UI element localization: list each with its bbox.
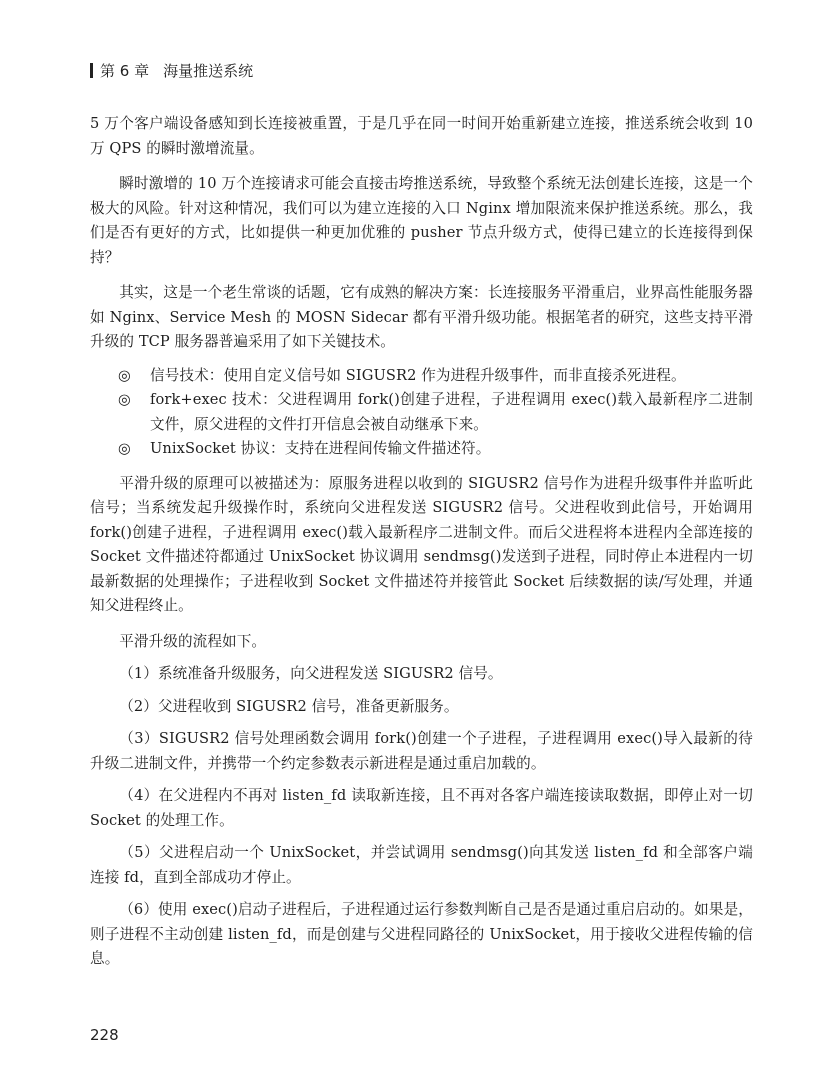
page-number: 228: [90, 1026, 119, 1044]
body-text: [90, 112, 753, 980]
chapter-title: 海量推送系统: [163, 62, 254, 80]
chapter-label: 第 6 章: [100, 62, 150, 80]
step-item: （2）父进程收到 SIGUSR2 信号，准备更新服务。: [119, 697, 459, 715]
technique-list: [90, 364, 753, 462]
bullet-icon: ◎: [118, 366, 131, 384]
list-item-text: UnixSocket 协议：支持在进程间传输文件描述符。: [150, 440, 491, 457]
running-header: [90, 60, 253, 81]
step-item: （3）SIGUSR2 信号处理函数会调用 fork()创建一个子进程，子进程调用 exec()导入最新的待升级二进制文件，并携带一个约定参数表示新进程是通过重启加载的。: [90, 730, 753, 772]
list-item: [90, 388, 753, 437]
paragraph: 瞬时激增的 10 万个连接请求可能会直接击垮推送系统，导致整个系统无法创建长连接，这是一个极大的风险。针对这种情况，我们可以为建立连接的入口 Nginx 增加限流来保护推送系统。那么，我们是否有更好的方式，比如提供一种更加优雅的 pusher 节点升级方式，使得已建立的长连接得到保持？: [90, 175, 753, 266]
paragraph: 5 万个客户端设备感知到长连接被重置，于是几乎在同一时间开始重新建立连接，推送系统会收到 10 万 QPS 的瞬时激增流量。: [90, 115, 753, 157]
bullet-icon: ◎: [118, 391, 131, 408]
list-item: [90, 437, 753, 462]
step-item: （6）使用 exec()启动子进程后，子进程通过运行参数判断自己是否是通过重启启动的。如果是，则子进程不主动创建 listen_fd，而是创建与父进程同路径的 UnixSocket，用于接收父进程传输的信息。: [90, 901, 753, 967]
list-item-text: 信号技术：使用自定义信号如 SIGUSR2 作为进程升级事件，而非直接杀死进程。: [150, 366, 686, 384]
bullet-icon: ◎: [118, 440, 131, 457]
header-bar: [90, 63, 93, 78]
step-item: （4）在父进程内不再对 listen_fd 读取新连接，且不再对各客户端连接读取数据，即停止对一切 Socket 的处理工作。: [90, 787, 753, 829]
paragraph: 平滑升级的原理可以被描述为：原服务进程以收到的 SIGUSR2 信号作为进程升级事件并监听此信号；当系统发起升级操作时，系统向父进程发送 SIGUSR2 信号。父进程收到此信号，开始调用 fork()创建子进程，子进程调用 exec()载入最新程序二进制文件。而后父进程将本进程内全部连接的 Socket 文件描述符都通过 UnixSocket 协议调用 sendmsg()发送到子进程，同时停止本进程内一切最新数据的处理操作；子进程收到 Socket 文件描述符并接管此 Socket 后续数据的读/写处理，并通知父进程终止。: [90, 474, 753, 614]
list-item-text: fork+exec 技术：父进程调用 fork()创建子进程，子进程调用 exec()载入最新程序二进制文件，原父进程的文件打开信息会被自动继承下来。: [150, 391, 753, 433]
paragraph: 平滑升级的流程如下。: [119, 632, 267, 650]
step-item: （5）父进程启动一个 UnixSocket，并尝试调用 sendmsg()向其发送 listen_fd 和全部客户端连接 fd，直到全部成功才停止。: [90, 844, 753, 886]
list-item: [90, 364, 753, 389]
paragraph: 其实，这是一个老生常谈的话题，它有成熟的解决方案：长连接服务平滑重启，业界高性能服务器如 Nginx、Service Mesh 的 MOSN Sidecar 都有平滑升级功能。根据笔者的研究，这些支持平滑升级的 TCP 服务器普遍采用了如下关键技术。: [90, 284, 753, 350]
step-item: （1）系统准备升级服务，向父进程发送 SIGUSR2 信号。: [119, 665, 503, 682]
